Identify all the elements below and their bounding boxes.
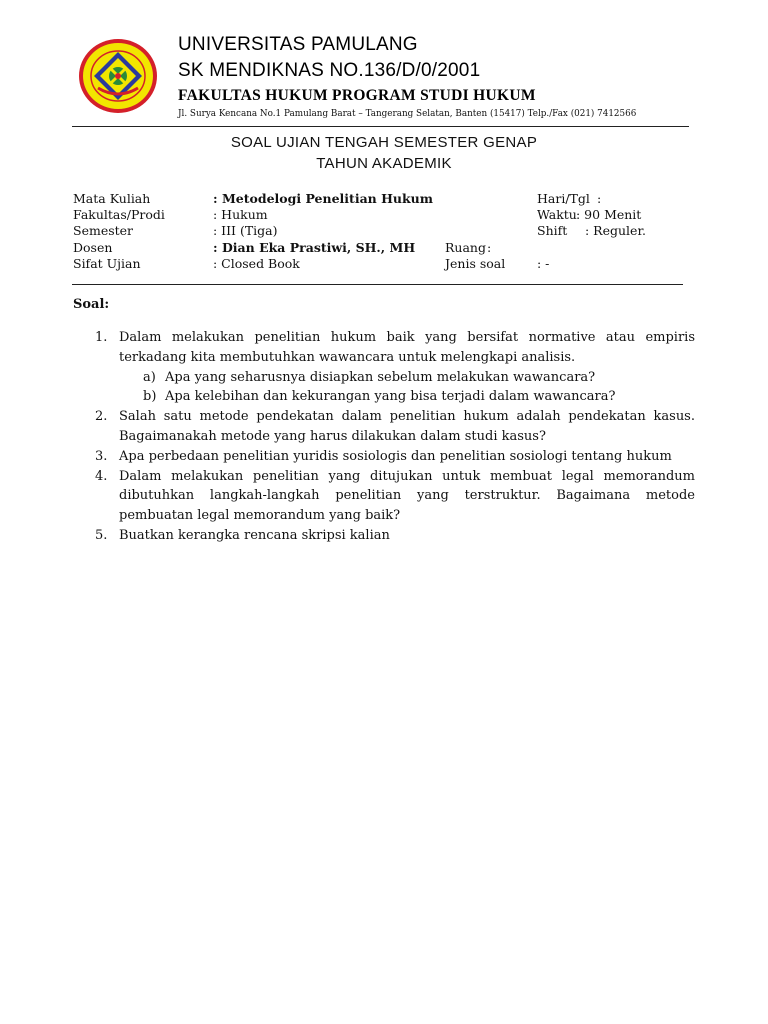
info-label: Sifat Ujian — [73, 255, 141, 271]
question-text: Buatkan kerangka rencana skripsi kalian — [119, 527, 390, 543]
questions-heading: Soal: — [73, 297, 110, 312]
info-label2: Ruang — [445, 239, 486, 255]
faculty-name: FAKULTAS HUKUM PROGRAM STUDI HUKUM — [178, 87, 536, 104]
info-label2: Waktu — [537, 207, 577, 223]
decree-number: SK MENDIKNAS NO.136/D/0/2001 — [178, 60, 481, 81]
question-text: Apa perbedaan penelitian yuridis sosiologis dan penelitian sosiologi tentang hukum — [119, 448, 672, 464]
question-number: 5. — [95, 527, 108, 543]
university-logo — [78, 38, 158, 114]
question-text: Dalam melakukan penelitian hukum baik yang bersifat normative atau empiris terkadang kita membutuhkan wawancara untuk melengkapi analisis. — [119, 330, 695, 365]
info-value: : Metodelogi Penelitian Hukum — [213, 191, 433, 206]
info-value2: : — [597, 191, 602, 206]
info-value2: : - — [537, 255, 550, 271]
sub-question-letter: b) — [143, 389, 157, 405]
sub-question-text: Apa yang seharusnya disiapkan sebelum melakukan wawancara? — [165, 369, 596, 385]
info-row — [73, 223, 693, 239]
sub-question-letter: a) — [143, 369, 156, 385]
question-item — [95, 526, 695, 546]
info-row — [73, 240, 693, 256]
info-label2: Shift — [537, 223, 568, 239]
question-number: 2. — [95, 409, 108, 425]
sub-question-item — [95, 368, 695, 388]
university-name: UNIVERSITAS PAMULANG — [178, 34, 418, 55]
sub-question-text: Apa kelebihan dan kekurangan yang bisa terjadi dalam wawancara? — [165, 389, 616, 405]
info-label2: Hari/Tgl — [537, 191, 590, 206]
question-number: 1. — [95, 330, 108, 345]
info-row — [73, 256, 693, 272]
info-value2: : — [487, 239, 492, 255]
info-value2: : 90 Menit — [576, 207, 642, 223]
info-value: : III (Tiga) — [213, 223, 278, 239]
info-value: : Dian Eka Prastiwi, SH., MH — [213, 239, 416, 255]
question-item — [95, 467, 695, 526]
question-list — [95, 328, 695, 546]
info-row — [73, 191, 693, 207]
question-number: 3. — [95, 448, 108, 464]
address-line: Jl. Surya Kencana No.1 Pamulang Barat – Tangerang Selatan, Banten (15417) Telp./Fax (021) 7412566 — [178, 109, 637, 119]
exam-info — [73, 191, 693, 272]
info-label: Semester — [73, 223, 134, 239]
info-divider — [72, 284, 683, 285]
exam-subtitle: TAHUN AKADEMIK — [316, 155, 452, 172]
info-label2: Jenis soal — [445, 255, 506, 271]
sub-question-item — [95, 387, 695, 407]
question-item — [95, 407, 695, 447]
info-value: : Closed Book — [213, 255, 300, 271]
question-item — [95, 447, 695, 467]
info-row — [73, 207, 693, 223]
info-label: Mata Kuliah — [73, 191, 151, 206]
question-number: 4. — [95, 468, 108, 484]
info-label: Dosen — [73, 239, 113, 255]
question-text: Salah satu metode pendekatan dalam penelitian hukum adalah pendekatan kasus. Bagaimanakah metode yang harus dilakukan dalam studi kasus? — [119, 409, 695, 444]
header-divider — [72, 126, 689, 127]
info-value: : Hukum — [213, 207, 268, 223]
question-text: Dalam melakukan penelitian yang ditujukan untuk membuat legal memorandum dibutuhkan langkah-langkah penelitian yang terstruktur. Bagaimana metode pembuatan legal memorandum yang baik? — [119, 468, 695, 524]
info-value2: : Reguler. — [585, 223, 647, 239]
exam-title: SOAL UJIAN TENGAH SEMESTER GENAP — [230, 134, 538, 151]
question-item — [95, 328, 695, 368]
info-label: Fakultas/Prodi — [73, 207, 165, 223]
